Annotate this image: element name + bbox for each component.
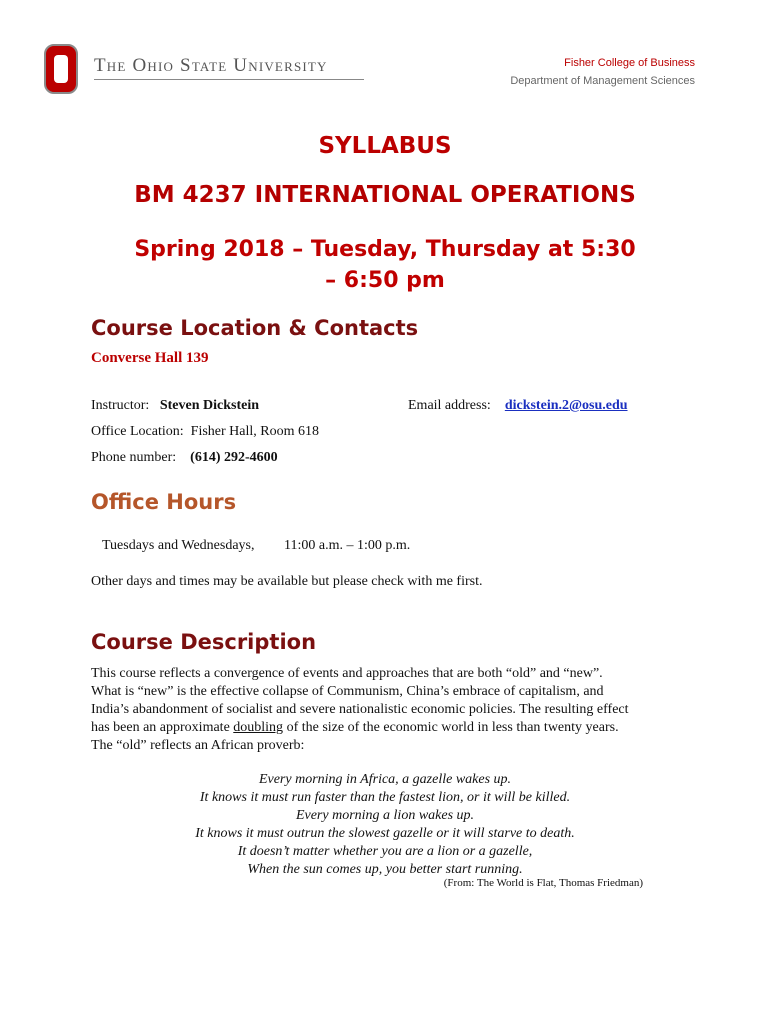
african-proverb — [150, 771, 620, 879]
email-label: Email address: — [408, 398, 491, 413]
college-name: Fisher College of Business — [564, 57, 695, 69]
description-line: This course reflects a convergence of events and approaches that are both “old” and “new”. — [91, 666, 603, 681]
description-line — [91, 719, 691, 737]
description-line: What is “new” is the effective collapse of Communism, China’s embrace of capitalism, and — [91, 684, 604, 699]
office-location-line — [91, 424, 319, 440]
phone-line — [91, 450, 278, 466]
description-line: The “old” reflects an African proverb: — [91, 738, 305, 753]
schedule-line-2: – 6:50 pm — [325, 268, 445, 293]
office-hours-heading: Office Hours — [91, 490, 237, 514]
text-segment: of the size of the economic world in less than twenty years. — [283, 720, 619, 735]
instructor-label: Instructor: — [91, 398, 150, 413]
proverb-line: When the sun comes up, you better start running. — [247, 862, 523, 877]
proverb-line: Every morning in Africa, a gazelle wakes up. — [258, 772, 512, 787]
description-paragraph — [91, 665, 691, 755]
contacts-heading: Course Location & Contacts — [91, 316, 419, 340]
block-o-logo-icon — [44, 44, 78, 94]
office-hours-days: Tuesdays and Wednesdays, — [102, 538, 255, 553]
email-link[interactable]: dickstein.2@osu.edu — [504, 398, 628, 413]
description-line: India’s abandonment of socialist and severe nationalistic economic policies. The resulting effect — [91, 702, 629, 717]
schedule-title — [80, 234, 690, 296]
proverb-line: It doesn’t matter whether you are a lion or a gazelle, — [237, 844, 533, 859]
university-logo — [44, 44, 364, 96]
university-name: The Ohio State University — [94, 55, 328, 76]
proverb-line: Every morning a lion wakes up. — [295, 808, 475, 823]
course-title: BM 4237 INTERNATIONAL OPERATIONS — [134, 182, 636, 208]
header-divider — [94, 79, 364, 80]
office-hours-times: 11:00 a.m. – 1:00 p.m. — [284, 538, 411, 553]
proverb-credit: (From: The World is Flat, Thomas Friedman) — [443, 877, 643, 889]
department-name: Department of Management Sciences — [510, 75, 695, 87]
instructor-line — [91, 398, 259, 414]
underlined-word: doubling — [233, 720, 284, 735]
office-label: Office Location: — [91, 424, 184, 439]
proverb-line: It knows it must outrun the slowest gazelle or it will starve to death. — [195, 826, 575, 841]
syllabus-title: SYLLABUS — [318, 133, 452, 159]
text-segment: has been an approximate — [91, 720, 234, 735]
college-block — [510, 55, 695, 89]
course-location: Converse Hall 139 — [91, 350, 209, 366]
description-heading: Course Description — [91, 630, 317, 654]
instructor-name: Steven Dickstein — [159, 398, 259, 413]
office-value: Fisher Hall, Room 618 — [190, 424, 319, 439]
schedule-line-1: Spring 2018 – Tuesday, Thursday at 5:30 — [134, 237, 636, 262]
proverb-line: It knows it must run faster than the fastest lion, or it will be killed. — [199, 790, 571, 805]
office-hours-note: Other days and times may be available but please check with me first. — [91, 574, 483, 589]
email-line — [408, 398, 628, 414]
phone-value: (614) 292-4600 — [190, 450, 278, 465]
phone-label: Phone number: — [91, 450, 177, 465]
